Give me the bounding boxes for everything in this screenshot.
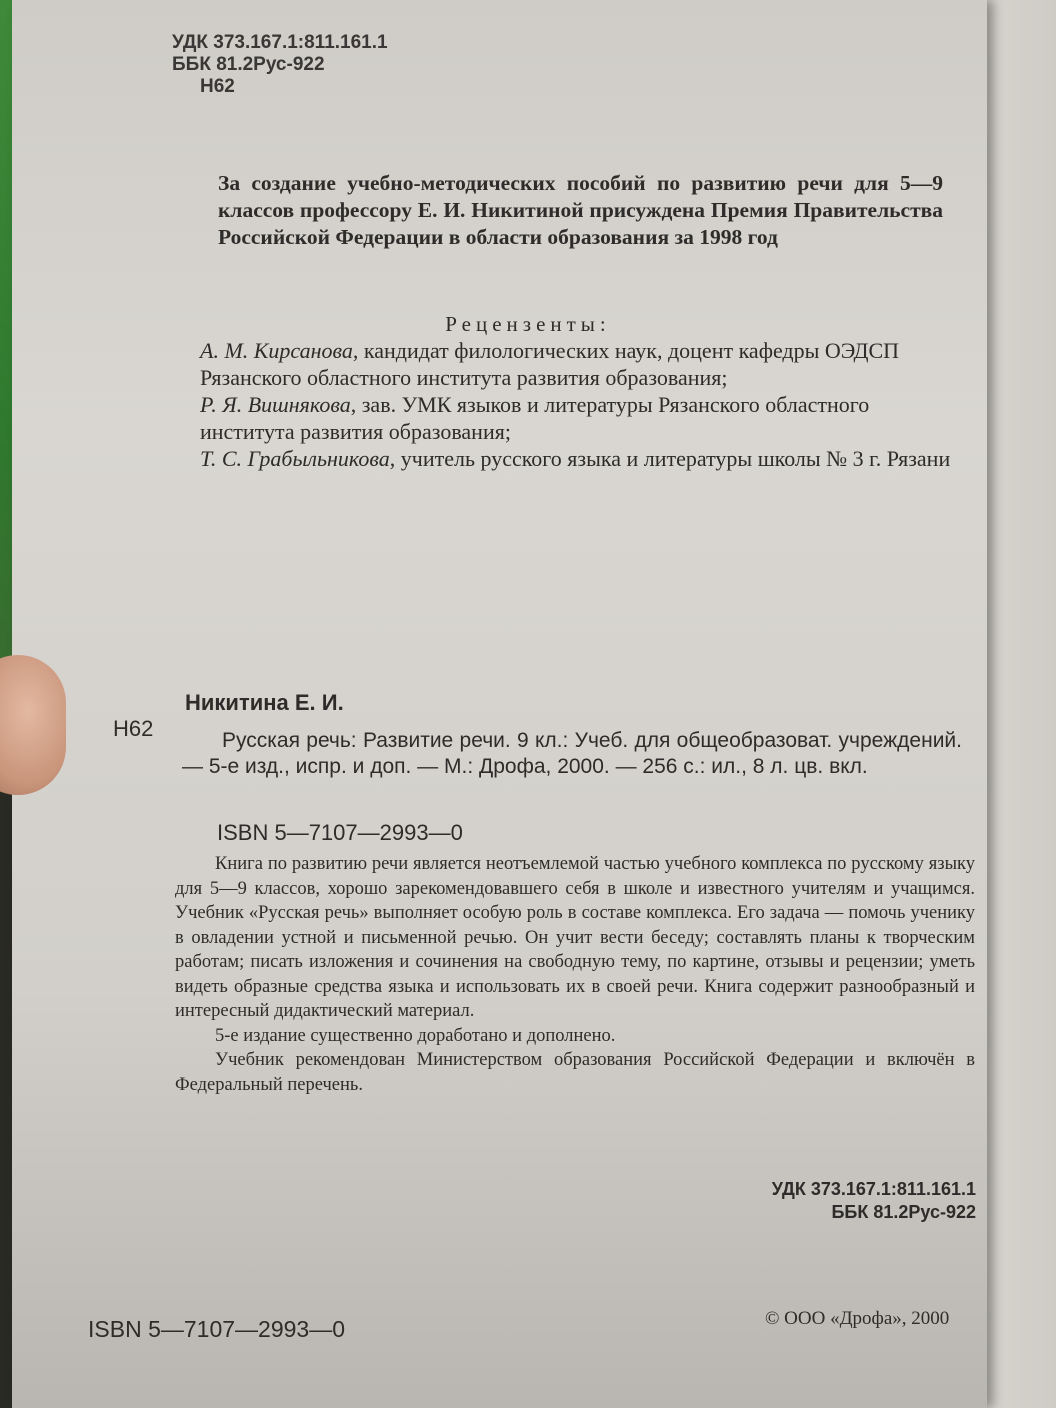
reviewer-description: , зав. УМК языков и литературы Рязанского областного института развития образования; bbox=[200, 392, 870, 444]
bbk-code: ББК 81.2Рус-922 bbox=[172, 54, 325, 75]
annotation-paragraph: Книга по развитию речи является неотъемлемой частью учебного комплекса по русскому языку для 5—9 классов, хорошо зарекомендовавшего себя в школе и известного учителям и учащимся. Учебник «Русская речь» выполняет особую роль в составе комплекса. Его задача — помочь ученику в овладении устной и письменной речью. Он учит вести беседу; составлять планы к творческим работам; писать изложения и сочинения на свободную тему, по картине, отзывы и рецензии; уметь видеть образные средства языка и использовать их в своей речи. Книга содержит разнообразный и интересный дидактический материал. bbox=[175, 854, 975, 1021]
catalog-isbn: ISBN 5—7107—2993—0 bbox=[217, 820, 463, 845]
catalog-code: Н62 bbox=[113, 716, 154, 741]
annotation-paragraph: Учебник рекомендован Министерством образования Российской Федерации и включён в Федеральный перечень. bbox=[175, 1050, 975, 1095]
reviewers-heading: Рецензенты: bbox=[445, 312, 611, 336]
reviewer-description: , кандидат филологических наук, доцент кафедры ОЭДСП Рязанского областного института развития образования; bbox=[200, 338, 900, 390]
reviewer-name: Т. С. Грабыльникова bbox=[200, 446, 390, 471]
udk-block-bottom bbox=[772, 1178, 976, 1224]
reviewer-name: А. М. Кирсанова bbox=[200, 338, 353, 363]
footer-isbn: ISBN 5—7107—2993—0 bbox=[88, 1316, 345, 1342]
catalog-description-text: Русская речь: Развитие речи. 9 кл.: Учеб. для общеобразоват. учреждений. — 5-е изд., испр. и доп. — М.: Дрофа, 2000. — 256 с.: ил., 8 л. цв. вкл. bbox=[182, 729, 962, 778]
author-mark: Н62 bbox=[200, 76, 235, 97]
reviewer-entry bbox=[200, 391, 952, 445]
annotation-paragraph: 5-е издание существенно доработано и дополнено. bbox=[215, 1025, 616, 1046]
udk-code: УДК 373.167.1:811.161.1 bbox=[172, 32, 388, 53]
footer-copyright: © ООО «Дрофа», 2000 bbox=[765, 1308, 950, 1329]
reviewer-description: , учитель русского языка и литературы школы № 3 г. Рязани bbox=[389, 446, 951, 471]
thumb-holding-page bbox=[0, 655, 66, 795]
udk-code: УДК 373.167.1:811.161.1 bbox=[771, 1179, 976, 1199]
bbk-code: ББК 81.2Рус-922 bbox=[831, 1202, 976, 1222]
reviewers-list bbox=[200, 337, 952, 472]
prize-notice: За создание учебно-методических пособий по развитию речи для 5—9 классов профессору Е. И. Никитиной присуждена Премия Правительства Российской Федерации в области образования за 1998 год bbox=[218, 171, 943, 249]
udk-block-top bbox=[172, 32, 388, 98]
reviewer-entry bbox=[200, 337, 952, 391]
catalog-author: Никитина Е. И. bbox=[185, 690, 344, 715]
reviewer-name: Р. Я. Вишнякова bbox=[200, 392, 351, 417]
catalog-description bbox=[182, 728, 962, 780]
annotation bbox=[175, 852, 975, 1097]
reviewer-entry bbox=[200, 445, 952, 472]
